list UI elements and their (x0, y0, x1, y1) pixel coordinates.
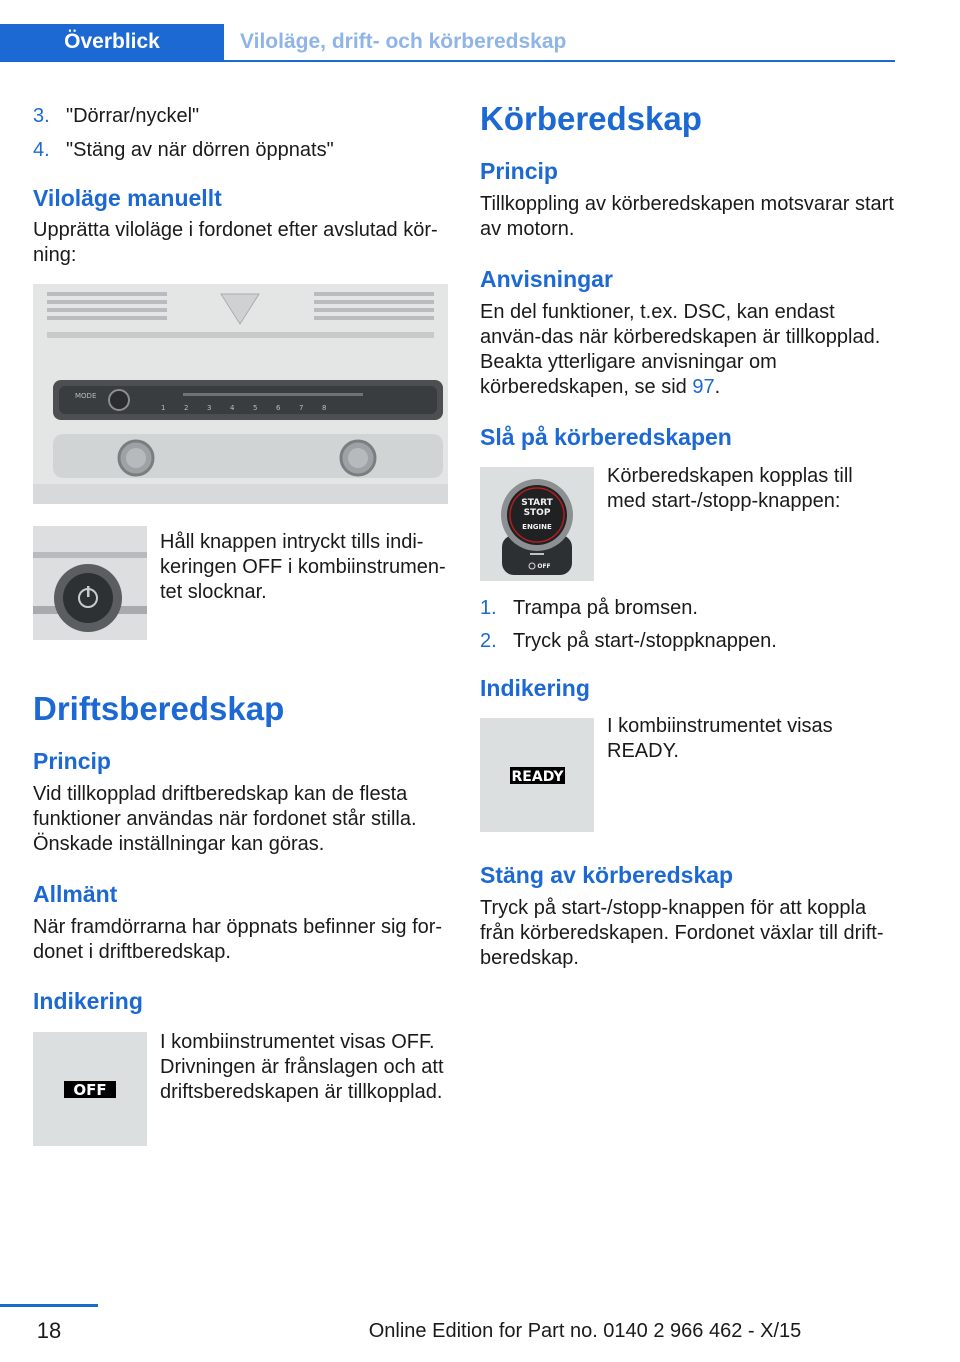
sla-pa-caption: Körberedskapen kopplas till med start-/stopp-knappen: (607, 465, 853, 512)
ready-indicator-caption: I kombiinstrumentet visas READY. (607, 715, 833, 762)
heading-indikering: Indikering (33, 988, 143, 1014)
drift-princip-text: Vid tillkopplad driftberedskap kan de flesta funktioner användas när fordonet står stilla. Önskade inställningar kan göras. (33, 783, 417, 855)
list-number: 4. (33, 139, 50, 161)
footer-divider (0, 1304, 98, 1307)
list-text: Tryck på start-/stoppknappen. (513, 630, 777, 652)
list-text: "Dörrar/nyckel" (66, 105, 200, 127)
heading-princip: Princip (33, 748, 111, 774)
edition-note: Online Edition for Part no. 0140 2 966 462 - X/15 (368, 1320, 802, 1342)
svg-text:4: 4 (230, 404, 235, 412)
list-item (480, 629, 777, 654)
list-item (33, 104, 199, 129)
section-heading-vilolage: Viloläge manuellt (33, 185, 222, 211)
tab-vilolage[interactable]: Viloläge, drift- och körberedskap (240, 30, 567, 53)
page-number: 18 (36, 1318, 62, 1343)
heading-allmant: Allmänt (33, 881, 118, 907)
list-text: Trampa på bromsen. (513, 597, 698, 619)
anvisningar-end: . (714, 376, 721, 398)
list-item (33, 138, 334, 163)
auto-off-label: OFF (537, 563, 551, 570)
heading-stang-av: Stäng av körberedskap (480, 862, 734, 888)
heading-princip-right: Princip (480, 158, 558, 184)
radio-mode-label: MODE (75, 392, 97, 400)
anvisningar-body: En del funktioner, t.ex. DSC, kan endast använ-das när körberedskapen är tillkopplad. Beakta ytterligare anvisningar om körberedskapen, se sid (480, 301, 881, 398)
chapter-header (0, 0, 895, 62)
section-title-korberedskap: Körberedskap (480, 100, 702, 137)
ready-indicator-label: READY (511, 769, 564, 785)
header-divider (0, 60, 895, 62)
off-indicator-image (33, 1032, 147, 1146)
list-number: 1. (480, 597, 497, 619)
anvisningar-text (480, 300, 900, 400)
power-button-caption: Håll knappen intryckt tills indi-keringen OFF i kombiinstrumen-tet slocknar. (160, 531, 446, 603)
radio-panel-illustration (33, 284, 448, 504)
allmant-text: När framdörrarna har öppnats befinner sig for-donet i driftberedskap. (33, 916, 443, 963)
tab-overblick[interactable]: Överblick (0, 24, 224, 60)
svg-text:1: 1 (161, 404, 166, 412)
list-number: 3. (33, 105, 50, 127)
stop-label: STOP (523, 508, 551, 518)
korberedskap-princip-text: Tillkoppling av körberedskapen motsvarar start av motorn. (480, 193, 894, 240)
power-knob-illustration (33, 526, 147, 640)
page-link[interactable]: 97 (692, 376, 715, 398)
start-stop-button-image (480, 467, 594, 581)
svg-text:2: 2 (184, 404, 189, 412)
svg-text:5: 5 (253, 404, 258, 412)
list-number: 2. (480, 630, 497, 652)
list-text: "Stäng av när dörren öppnats" (66, 139, 334, 161)
list-item (480, 596, 698, 621)
svg-text:6: 6 (276, 404, 281, 412)
off-indicator-caption: I kombiinstrumentet visas OFF. Drivningen är frånslagen och att driftsberedskapen är tillkopplad. (160, 1031, 444, 1103)
power-button-image (33, 526, 147, 640)
radio-panel-image (33, 284, 448, 504)
heading-anvisningar: Anvisningar (480, 266, 613, 292)
off-indicator-label: OFF (73, 1081, 107, 1099)
section-title-driftsberedskap: Driftsberedskap (33, 690, 285, 727)
stang-av-text: Tryck på start-/stopp-knappen för att koppla från körberedskapen. Fordonet växlar till drift-beredskap. (480, 897, 884, 969)
heading-indikering-right: Indikering (480, 675, 590, 701)
svg-text:3: 3 (207, 404, 212, 412)
svg-text:7: 7 (299, 404, 304, 412)
engine-label: ENGINE (522, 523, 552, 531)
ready-indicator-image (480, 718, 594, 832)
start-label: START (521, 498, 553, 508)
heading-sla-pa: Slå på körberedskapen (480, 424, 732, 450)
vilolage-text: Upprätta viloläge i fordonet efter avslutad kör-ning: (33, 219, 438, 266)
svg-text:8: 8 (322, 404, 327, 412)
